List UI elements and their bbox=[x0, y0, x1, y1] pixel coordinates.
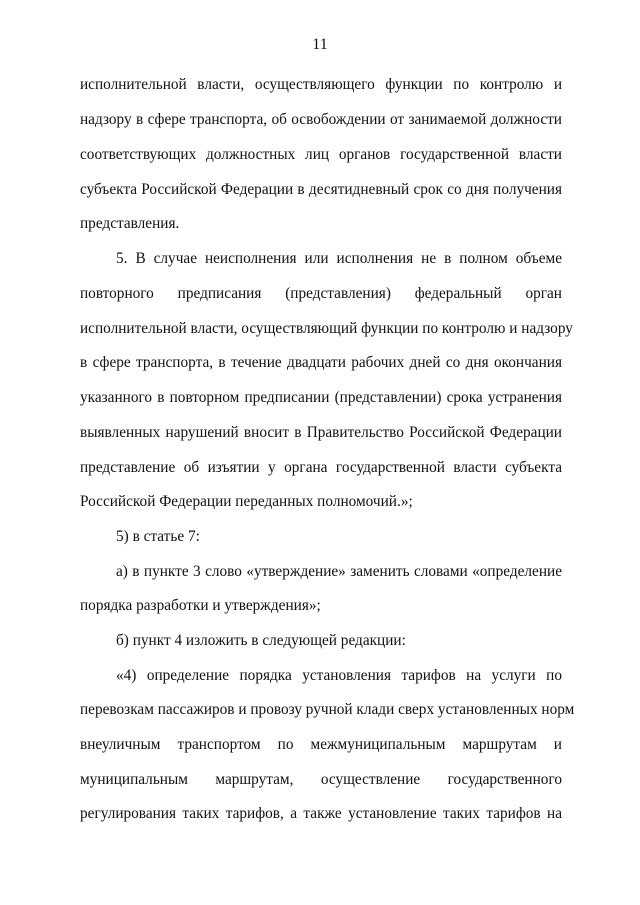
text-line: представление об изъятии у органа государственной власти субъекта bbox=[80, 459, 562, 476]
text-line: представления. bbox=[80, 215, 180, 232]
text-line: надзору в сфере транспорта, об освобождении от занимаемой должности bbox=[80, 111, 562, 128]
page-number: 11 bbox=[312, 36, 328, 53]
text-line: муниципальным маршрутам, осуществление государственного bbox=[80, 771, 562, 788]
text-line: соответствующих должностных лиц органов государственной власти bbox=[80, 146, 562, 163]
text-line: исполнительной власти, осуществляющий функции по контролю и надзору bbox=[80, 320, 573, 337]
text-line: повторного предписания (представления) федеральный орган bbox=[80, 285, 562, 302]
text-line: Российской Федерации переданных полномочий.»; bbox=[80, 493, 413, 510]
text-line: б) пункт 4 изложить в следующей редакции: bbox=[116, 632, 406, 649]
text-line: в сфере транспорта, в течение двадцати рабочих дней со дня окончания bbox=[80, 354, 562, 371]
text-line: «4) определение порядка установления тарифов на услуги по bbox=[116, 667, 562, 684]
text-line: 5) в статье 7: bbox=[116, 528, 200, 545]
text-line: внеуличным транспортом по межмуниципальным маршрутам и bbox=[80, 736, 562, 753]
text-line: порядка разработки и утверждения»; bbox=[80, 597, 321, 614]
text-line: субъекта Российской Федерации в десятидневный срок со дня получения bbox=[80, 181, 562, 198]
text-line: выявленных нарушений вносит в Правительство Российской Федерации bbox=[80, 424, 562, 441]
text-line: исполнительной власти, осуществляющего функции по контролю и bbox=[80, 76, 562, 93]
text-line: перевозкам пассажиров и провозу ручной клади сверх установленных норм bbox=[80, 701, 575, 718]
text-line: указанного в повторном предписании (представлении) срока устранения bbox=[80, 389, 562, 406]
text-line: а) в пункте 3 слово «утверждение» заменить словами «определение bbox=[116, 563, 562, 580]
text-line: 5. В случае неисполнения или исполнения не в полном объеме bbox=[116, 250, 562, 267]
text-line: регулирования таких тарифов, а также установление таких тарифов на bbox=[80, 805, 562, 822]
